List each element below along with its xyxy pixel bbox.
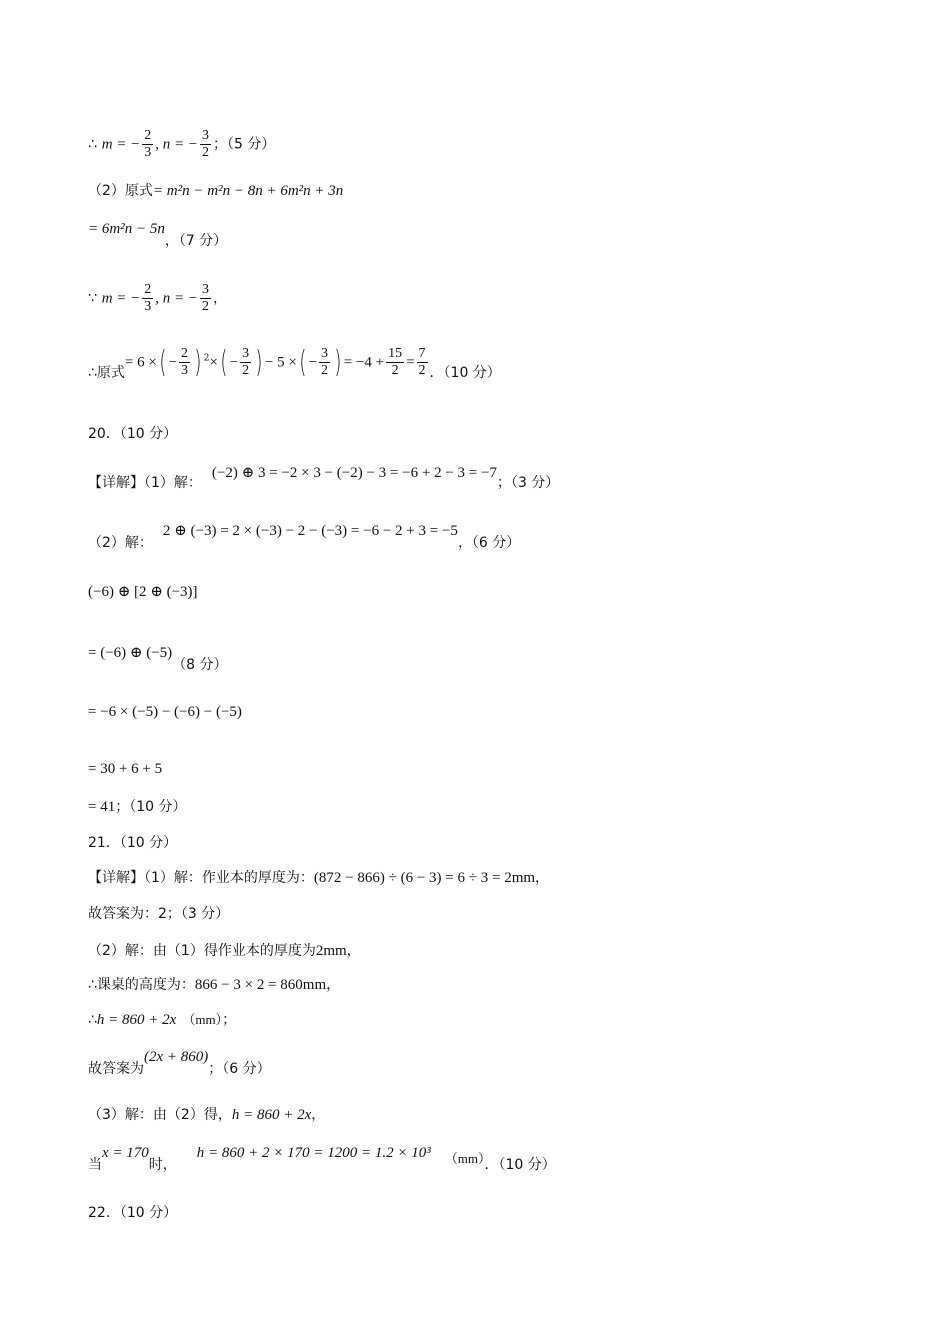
step-label: （3）解：由（2）得， [88,1107,232,1123]
fraction [142,282,153,315]
numerator: 7 [418,346,426,361]
unit-text: （mm） [182,1012,223,1027]
score-text: ．（10 分） [429,364,501,381]
math-expression: h = 860 + 2x [231,1107,312,1123]
solution-20-step: = 30 + 6 + 5 [88,761,163,777]
step-label: 时， [148,1157,177,1173]
score-text: ．（10 分） [484,1157,556,1173]
answer-text: 故答案为：2；（3 分） [88,906,230,922]
denominator: 3 [144,145,152,160]
denominator: 2 [202,299,210,314]
math-expression: = m²n − m²n − 8n + 6m²n + 3n [152,183,344,199]
solution-21-desk-height [88,974,340,995]
question-20-title: 20．（10 分） [88,426,178,442]
math-expression: h = 860 + 2x [96,1012,177,1028]
fraction [386,346,404,379]
right-paren: ) [255,344,263,380]
fraction [319,346,330,379]
punctuation: ， [326,977,341,993]
math-n-eq: , n = − [155,136,199,153]
right-paren: ) [334,344,342,380]
math-expression: 2mm [315,943,347,959]
math-expression: = 41 [88,799,116,815]
therefore-symbol: ∴ [88,136,97,153]
question-21-title: 21．（10 分） [88,835,178,851]
math-m-eq: m = − [101,290,141,307]
punctuation: ， [213,290,228,307]
left-paren: ( [220,344,228,380]
solution-20-result [88,796,186,817]
score-text: ；（3 分） [496,475,560,491]
math-expression: = (−6) ⊕ (−5) [88,645,173,661]
because-symbol: ∵ [88,290,97,307]
denominator: 2 [242,363,250,378]
fraction [240,346,251,379]
solution-21-evaluation [88,1142,556,1173]
math-m-eq: m = − [101,136,141,153]
therefore-symbol: ∴ [88,1012,97,1028]
denominator: 3 [181,363,189,378]
solution-21-part2 [88,940,361,961]
solution-line-evaluation: ∴原式= 6 ×( − $\frac{2}{3}$ ) $^2$×( − $\frac{3}{2}$ ) − 5 ×( − $\frac{3}{2}$ ) = −4 + $\frac{15}{2}$ = $\frac{7}{2}$ ．（10 分） [88,344,501,381]
numerator: 2 [144,282,152,297]
solution-21-answer [88,1046,271,1077]
score-text: ，（7 分） [164,233,228,249]
solution-line-simplified [88,218,228,249]
fraction [142,128,153,161]
step-label: 当 [88,1157,102,1173]
punctuation: ， [346,943,361,959]
step-label: 故答案为 [88,1061,144,1077]
numerator: 2 [144,128,152,143]
math-n-eq: , n = − [155,290,199,307]
math-expression: = 6m²n − 5n [88,221,165,237]
exponent: 2 [203,353,210,364]
numerator: 15 [388,346,403,361]
numerator: 3 [320,346,328,361]
score-text: ，（6 分） [457,535,521,551]
denominator: 2 [320,363,328,378]
solution-21-part3 [88,1104,325,1125]
step-label: （2）原式 [88,183,153,199]
numerator: 3 [242,346,250,361]
denominator: 2 [202,145,210,160]
solution-line-because [88,282,227,315]
math-term: = 6 × [124,354,157,371]
math-expression: 2 ⊕ (−3) = 2 × (−3) − 2 − (−3) = −6 − 2 + 3 = −5 [162,523,458,539]
numerator: 2 [181,346,189,361]
numerator: 3 [202,282,210,297]
math-expression: (872 − 866) ÷ (6 − 3) = 6 ÷ 3 = 2mm [313,870,536,886]
denominator: 2 [418,363,426,378]
punctuation: ； [222,1012,237,1028]
fraction [179,346,190,379]
numerator: 3 [202,128,210,143]
fraction [200,128,211,161]
math-term: − 5 × [264,354,297,371]
step-label: （2）解：由（1）得作业本的厚度为 [88,943,316,959]
solution-20-step: = −6 × (−5) − (−6) − (−5) [88,704,242,720]
score-text: ；（5 分） [213,136,276,153]
denominator: 3 [144,299,152,314]
math-term: = −4 + [343,354,385,371]
punctuation: ， [311,1107,326,1123]
score-text: （8 分） [172,657,228,673]
step-label: ∴原式 [88,364,125,381]
left-paren: ( [299,344,307,380]
fraction [417,346,428,379]
step-label: 【详解】（1）解： [88,475,202,491]
score-text: ；（10 分） [115,799,187,815]
punctuation: ， [535,870,550,886]
left-paren: ( [159,344,167,380]
math-expression: (−2) ⊕ 3 = −2 × 3 − (−2) − 3 = −6 + 2 − 3 = −7 [211,465,497,481]
math-expression: h = 860 + 2 × 170 = 1200 = 1.2 × 10³ [196,1145,431,1161]
step-label: 【详解】（1）解：作业本的厚度为： [88,870,314,886]
question-22-title: 22．（10 分） [88,1205,178,1221]
solution-21-part1 [88,867,549,888]
math-term: × [209,354,218,371]
math-expression: x = 170 [102,1145,149,1161]
denominator: 2 [391,363,399,378]
step-label: （2）解： [88,535,153,551]
solution-line-m-n-values [88,128,275,161]
step-label: ∴课桌的高度为： [88,977,195,993]
score-text: ；（6 分） [208,1061,271,1077]
math-term: = [406,354,415,371]
solution-21-formula [88,1009,236,1030]
unit-text: （mm） [444,1151,485,1166]
right-paren: ) [194,344,202,380]
solution-20-part2 [88,520,521,551]
fraction [200,282,211,315]
math-expression: (2x + 860) [144,1049,209,1065]
math-expression: 866 − 3 × 2 = 860mm [194,977,327,993]
solution-20-part1 [88,462,560,491]
solution-20-step [88,642,228,673]
solution-20-step: (−6) ⊕ [2 ⊕ (−3)] [88,584,198,600]
solution-line-original-expression [88,180,343,201]
